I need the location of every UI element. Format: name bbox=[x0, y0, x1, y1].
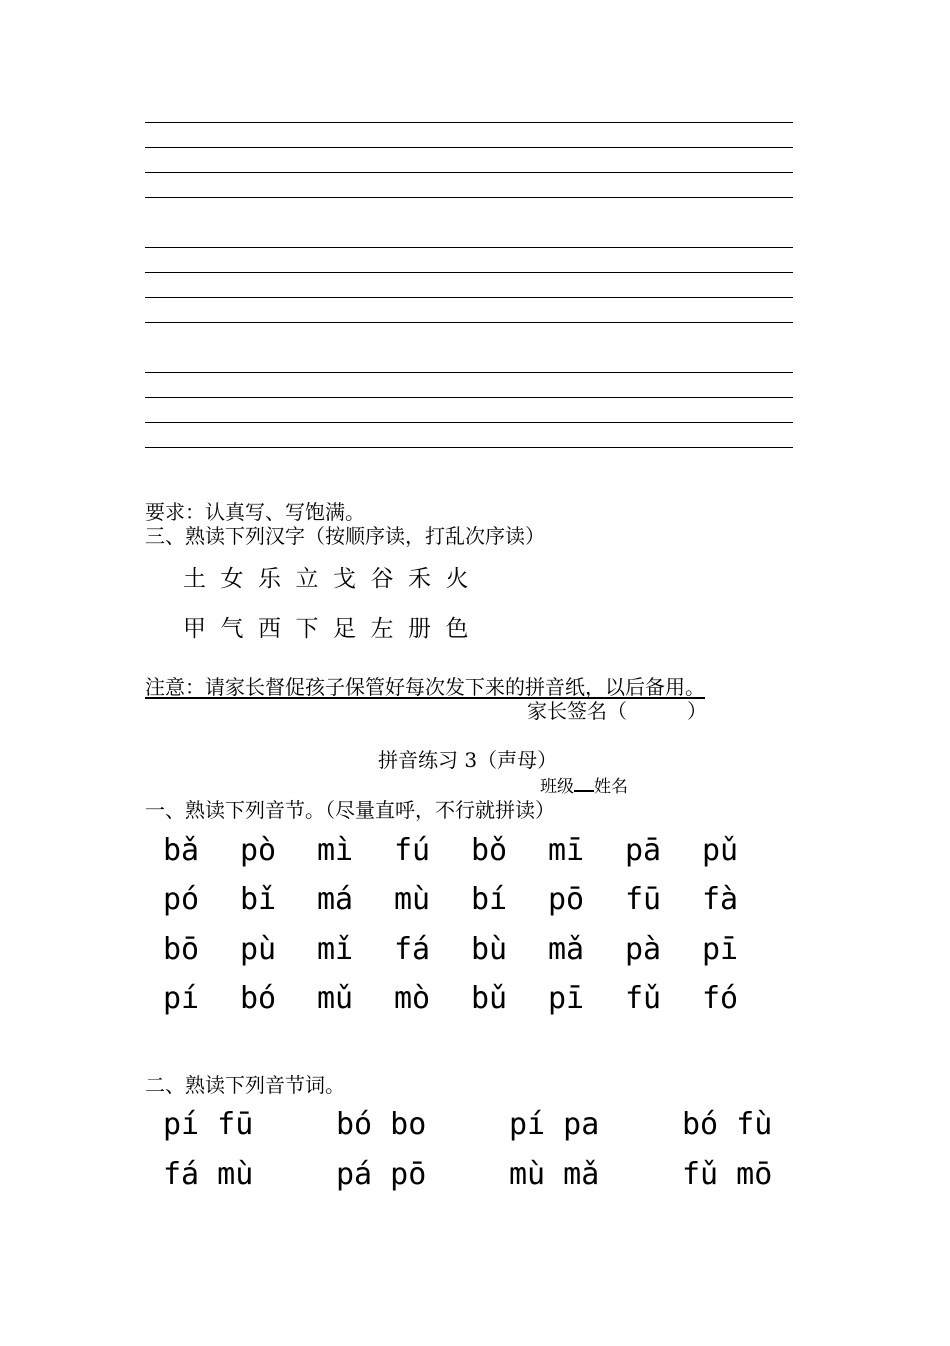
word-row bbox=[163, 1107, 855, 1143]
syllable: bù bbox=[471, 932, 508, 967]
name-label: 姓名 bbox=[594, 777, 628, 797]
syllable: pò bbox=[240, 833, 277, 868]
syllable: fǔ bbox=[625, 981, 662, 1016]
syllable-row bbox=[163, 833, 779, 869]
syllable: fá bbox=[394, 932, 431, 967]
syllable: bó bbox=[240, 981, 277, 1016]
syllable: pō bbox=[548, 882, 585, 917]
section3-heading: 三、熟读下列汉字（按顺序读，打乱次序读） bbox=[145, 524, 545, 548]
syllable: fū bbox=[625, 882, 662, 917]
syllable: pī bbox=[548, 981, 585, 1016]
syllable: fú bbox=[394, 833, 431, 868]
exercise-title: 拼音练习 3（声母） bbox=[378, 748, 558, 772]
hanzi-char: 下 bbox=[295, 616, 319, 642]
hanzi-char: 册 bbox=[408, 616, 431, 642]
class-blank[interactable] bbox=[574, 776, 594, 792]
syllable: fó bbox=[702, 981, 739, 1016]
syllable: mǐ bbox=[317, 932, 354, 967]
hanzi-char: 禾 bbox=[408, 566, 431, 592]
writing-line bbox=[145, 422, 793, 423]
word: mù mǎ bbox=[509, 1157, 600, 1192]
word: fǔ mō bbox=[682, 1157, 773, 1192]
word: bó fù bbox=[682, 1107, 773, 1142]
section1-heading: 一、熟读下列音节。（尽量直呼，不行就拼读） bbox=[145, 798, 555, 822]
syllable: pó bbox=[163, 882, 200, 917]
syllable: mì bbox=[317, 833, 354, 868]
syllable: mǎ bbox=[548, 932, 585, 967]
word: fá mù bbox=[163, 1157, 254, 1192]
syllable: bǒ bbox=[471, 833, 508, 868]
syllable-row bbox=[163, 882, 779, 918]
word: pí fū bbox=[163, 1107, 254, 1142]
word-row bbox=[163, 1157, 855, 1193]
parent-signature: 家长签名（ ） bbox=[527, 699, 707, 723]
syllable: pù bbox=[240, 932, 277, 967]
writing-line bbox=[145, 172, 793, 173]
hanzi-char: 甲 bbox=[183, 616, 206, 642]
syllable: mù bbox=[394, 882, 431, 917]
writing-line bbox=[145, 297, 793, 298]
hanzi-char: 西 bbox=[258, 616, 281, 642]
syllable: bǔ bbox=[471, 981, 508, 1016]
hanzi-char: 谷 bbox=[370, 566, 394, 592]
syllable: mò bbox=[394, 981, 431, 1016]
syllable: mǔ bbox=[317, 981, 354, 1016]
writing-line bbox=[145, 197, 793, 198]
writing-line bbox=[145, 322, 793, 323]
writing-line bbox=[145, 147, 793, 148]
writing-line bbox=[145, 397, 793, 398]
hanzi-char: 火 bbox=[445, 566, 469, 592]
syllable: pí bbox=[163, 981, 200, 1016]
syllable: fà bbox=[702, 882, 739, 917]
syllable: bǐ bbox=[240, 882, 277, 917]
writing-line bbox=[145, 122, 793, 123]
section2-heading: 二、熟读下列音节词。 bbox=[145, 1073, 345, 1097]
writing-line bbox=[145, 447, 793, 448]
syllable: mī bbox=[548, 833, 585, 868]
syllable: pā bbox=[625, 833, 662, 868]
syllable: pà bbox=[625, 932, 662, 967]
class-label: 班级 bbox=[540, 777, 574, 797]
hanzi-char: 土 bbox=[183, 566, 206, 592]
syllable: pǔ bbox=[702, 833, 739, 868]
hanzi-char: 气 bbox=[220, 616, 244, 642]
syllable: má bbox=[317, 882, 354, 917]
syllable: pī bbox=[702, 932, 739, 967]
syllable-row bbox=[163, 932, 779, 968]
writing-line bbox=[145, 272, 793, 273]
word: pí pa bbox=[509, 1107, 600, 1142]
hanzi-char: 左 bbox=[370, 616, 394, 642]
writing-line bbox=[145, 247, 793, 248]
requirement-text: 要求：认真写、写饱满。 bbox=[145, 500, 365, 524]
hanzi-row bbox=[183, 610, 483, 643]
hanzi-char: 立 bbox=[295, 566, 319, 592]
writing-line bbox=[145, 372, 793, 373]
syllable: bǎ bbox=[163, 833, 200, 868]
syllable: bō bbox=[163, 932, 200, 967]
word: bó bo bbox=[336, 1107, 427, 1142]
hanzi-char: 足 bbox=[333, 616, 356, 642]
syllable-row bbox=[163, 981, 779, 1017]
hanzi-char: 女 bbox=[220, 566, 244, 592]
class-name-line bbox=[540, 776, 628, 797]
hanzi-char: 戈 bbox=[333, 566, 356, 592]
notice-text: 注意：请家长督促孩子保管好每次发下来的拼音纸，以后备用。 bbox=[145, 675, 705, 699]
word: pá pō bbox=[336, 1157, 427, 1192]
hanzi-char: 乐 bbox=[258, 566, 281, 592]
hanzi-char: 色 bbox=[445, 616, 469, 642]
syllable: bí bbox=[471, 882, 508, 917]
hanzi-row bbox=[183, 560, 483, 593]
